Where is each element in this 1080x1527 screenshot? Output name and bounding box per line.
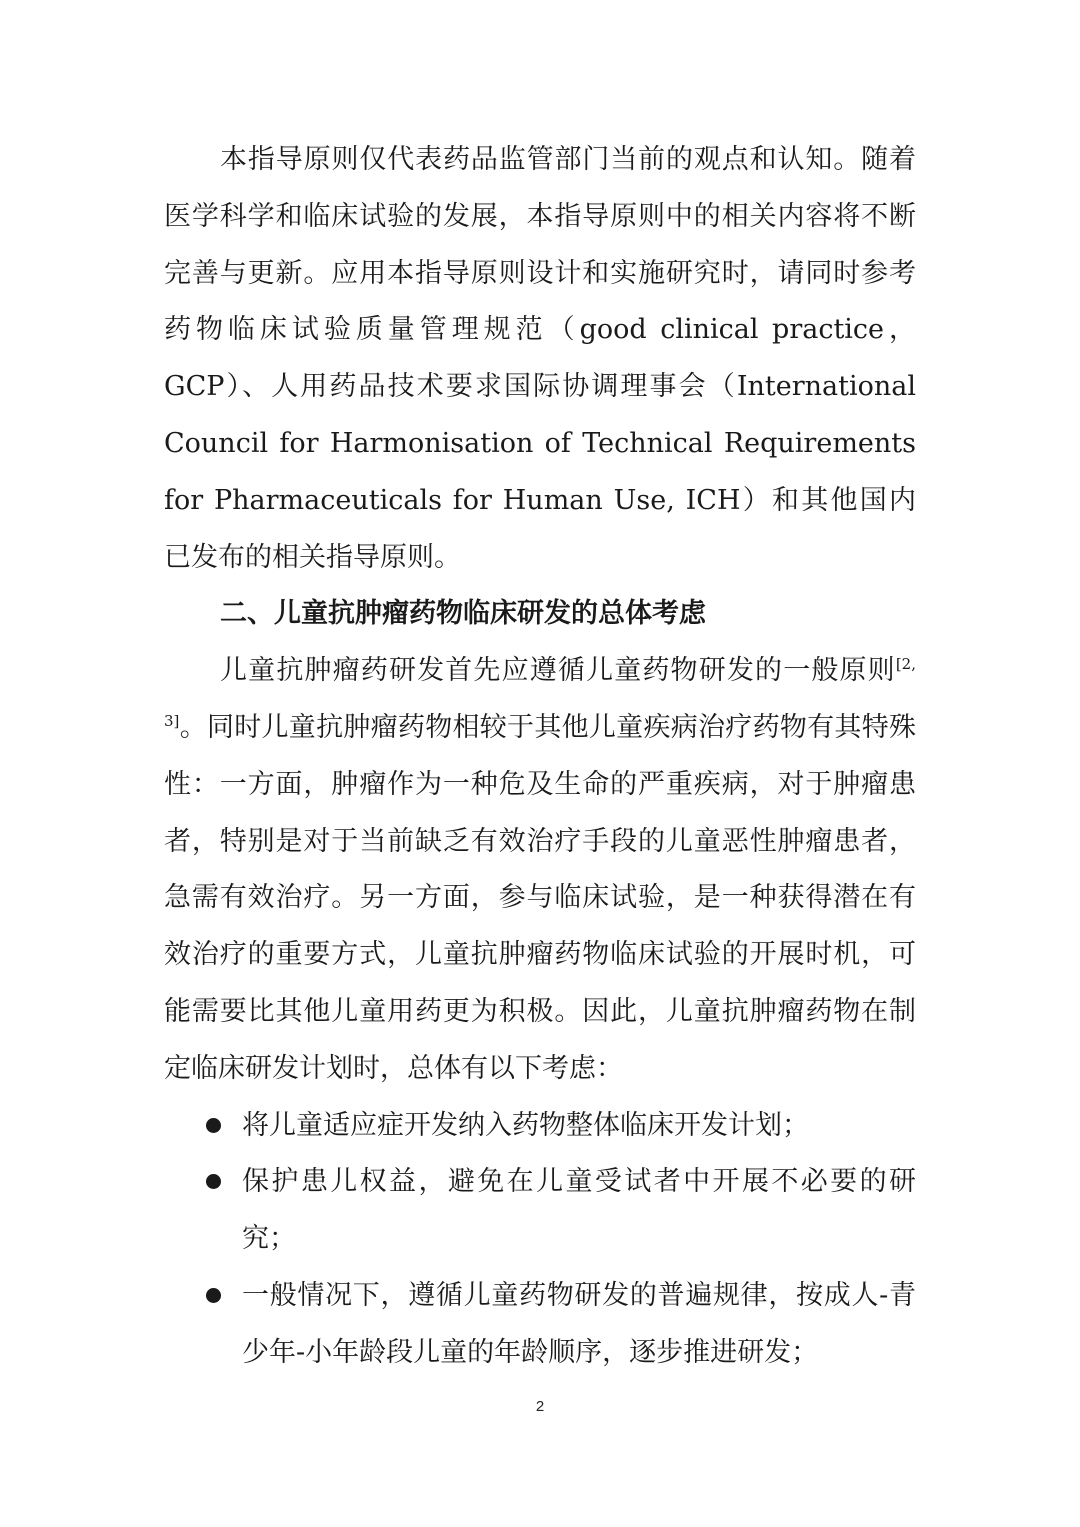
document-body bbox=[164, 132, 916, 1382]
section-heading: 二、儿童抗肿瘤药物临床研发的总体考虑 bbox=[220, 598, 706, 630]
bullet-icon bbox=[206, 1288, 221, 1303]
list-item bbox=[164, 1154, 916, 1268]
section-paragraph-start: 儿童抗肿瘤药研发首先应遵循儿童药物研发的一般原则 bbox=[220, 655, 896, 687]
bullet-icon bbox=[206, 1118, 221, 1133]
section-paragraph-rest: 。同时儿童抗肿瘤药物相较于其他儿童疾病治疗药物有其特殊性：一方面，肿瘤作为一种危及生命的严重疾病，对于肿瘤患者，特别是对于当前缺乏有效治疗手段的儿童恶性肿瘤患者，急需有效治疗。另一方面，参与临床试验，是一种获得潜在有效治疗的重要方式，儿童抗肿瘤药物临床试验的开展时机，可能需要比其他儿童用药更为积极。因此，儿童抗肿瘤药物在制定临床研发计划时，总体有以下考虑： bbox=[164, 711, 916, 1084]
list-item bbox=[164, 1098, 916, 1155]
list-item-text: 将儿童适应症开发纳入药物整体临床开发计划； bbox=[242, 1109, 809, 1141]
citation-reference: [2, 3] bbox=[164, 655, 916, 730]
consideration-list bbox=[164, 1098, 916, 1382]
section-paragraph bbox=[164, 643, 916, 1097]
page-number: 2 bbox=[535, 1398, 545, 1415]
list-item-text: 一般情况下，遵循儿童药物研发的普遍规律，按成人-青少年-小年龄段儿童的年龄顺序，逐步推进研发； bbox=[242, 1279, 916, 1368]
intro-paragraph: 本指导原则仅代表药品监管部门当前的观点和认知。随着医学科学和临床试验的发展，本指导原则中的相关内容将不断完善与更新。应用本指导原则设计和实施研究时，请同时参考药物临床试验质量管理规范（good clinical practice，GCP）、人用药品技术要求国际协调理事会（International Council for Harmonisation of Technical Requirements for Pharmaceuticals for Human Use, ICH）和其他国内已发布的相关指导原则。 bbox=[164, 144, 916, 573]
list-item-text: 保护患儿权益，避免在儿童受试者中开展不必要的研究； bbox=[242, 1166, 916, 1255]
bullet-icon bbox=[206, 1174, 221, 1189]
list-item bbox=[164, 1268, 916, 1382]
